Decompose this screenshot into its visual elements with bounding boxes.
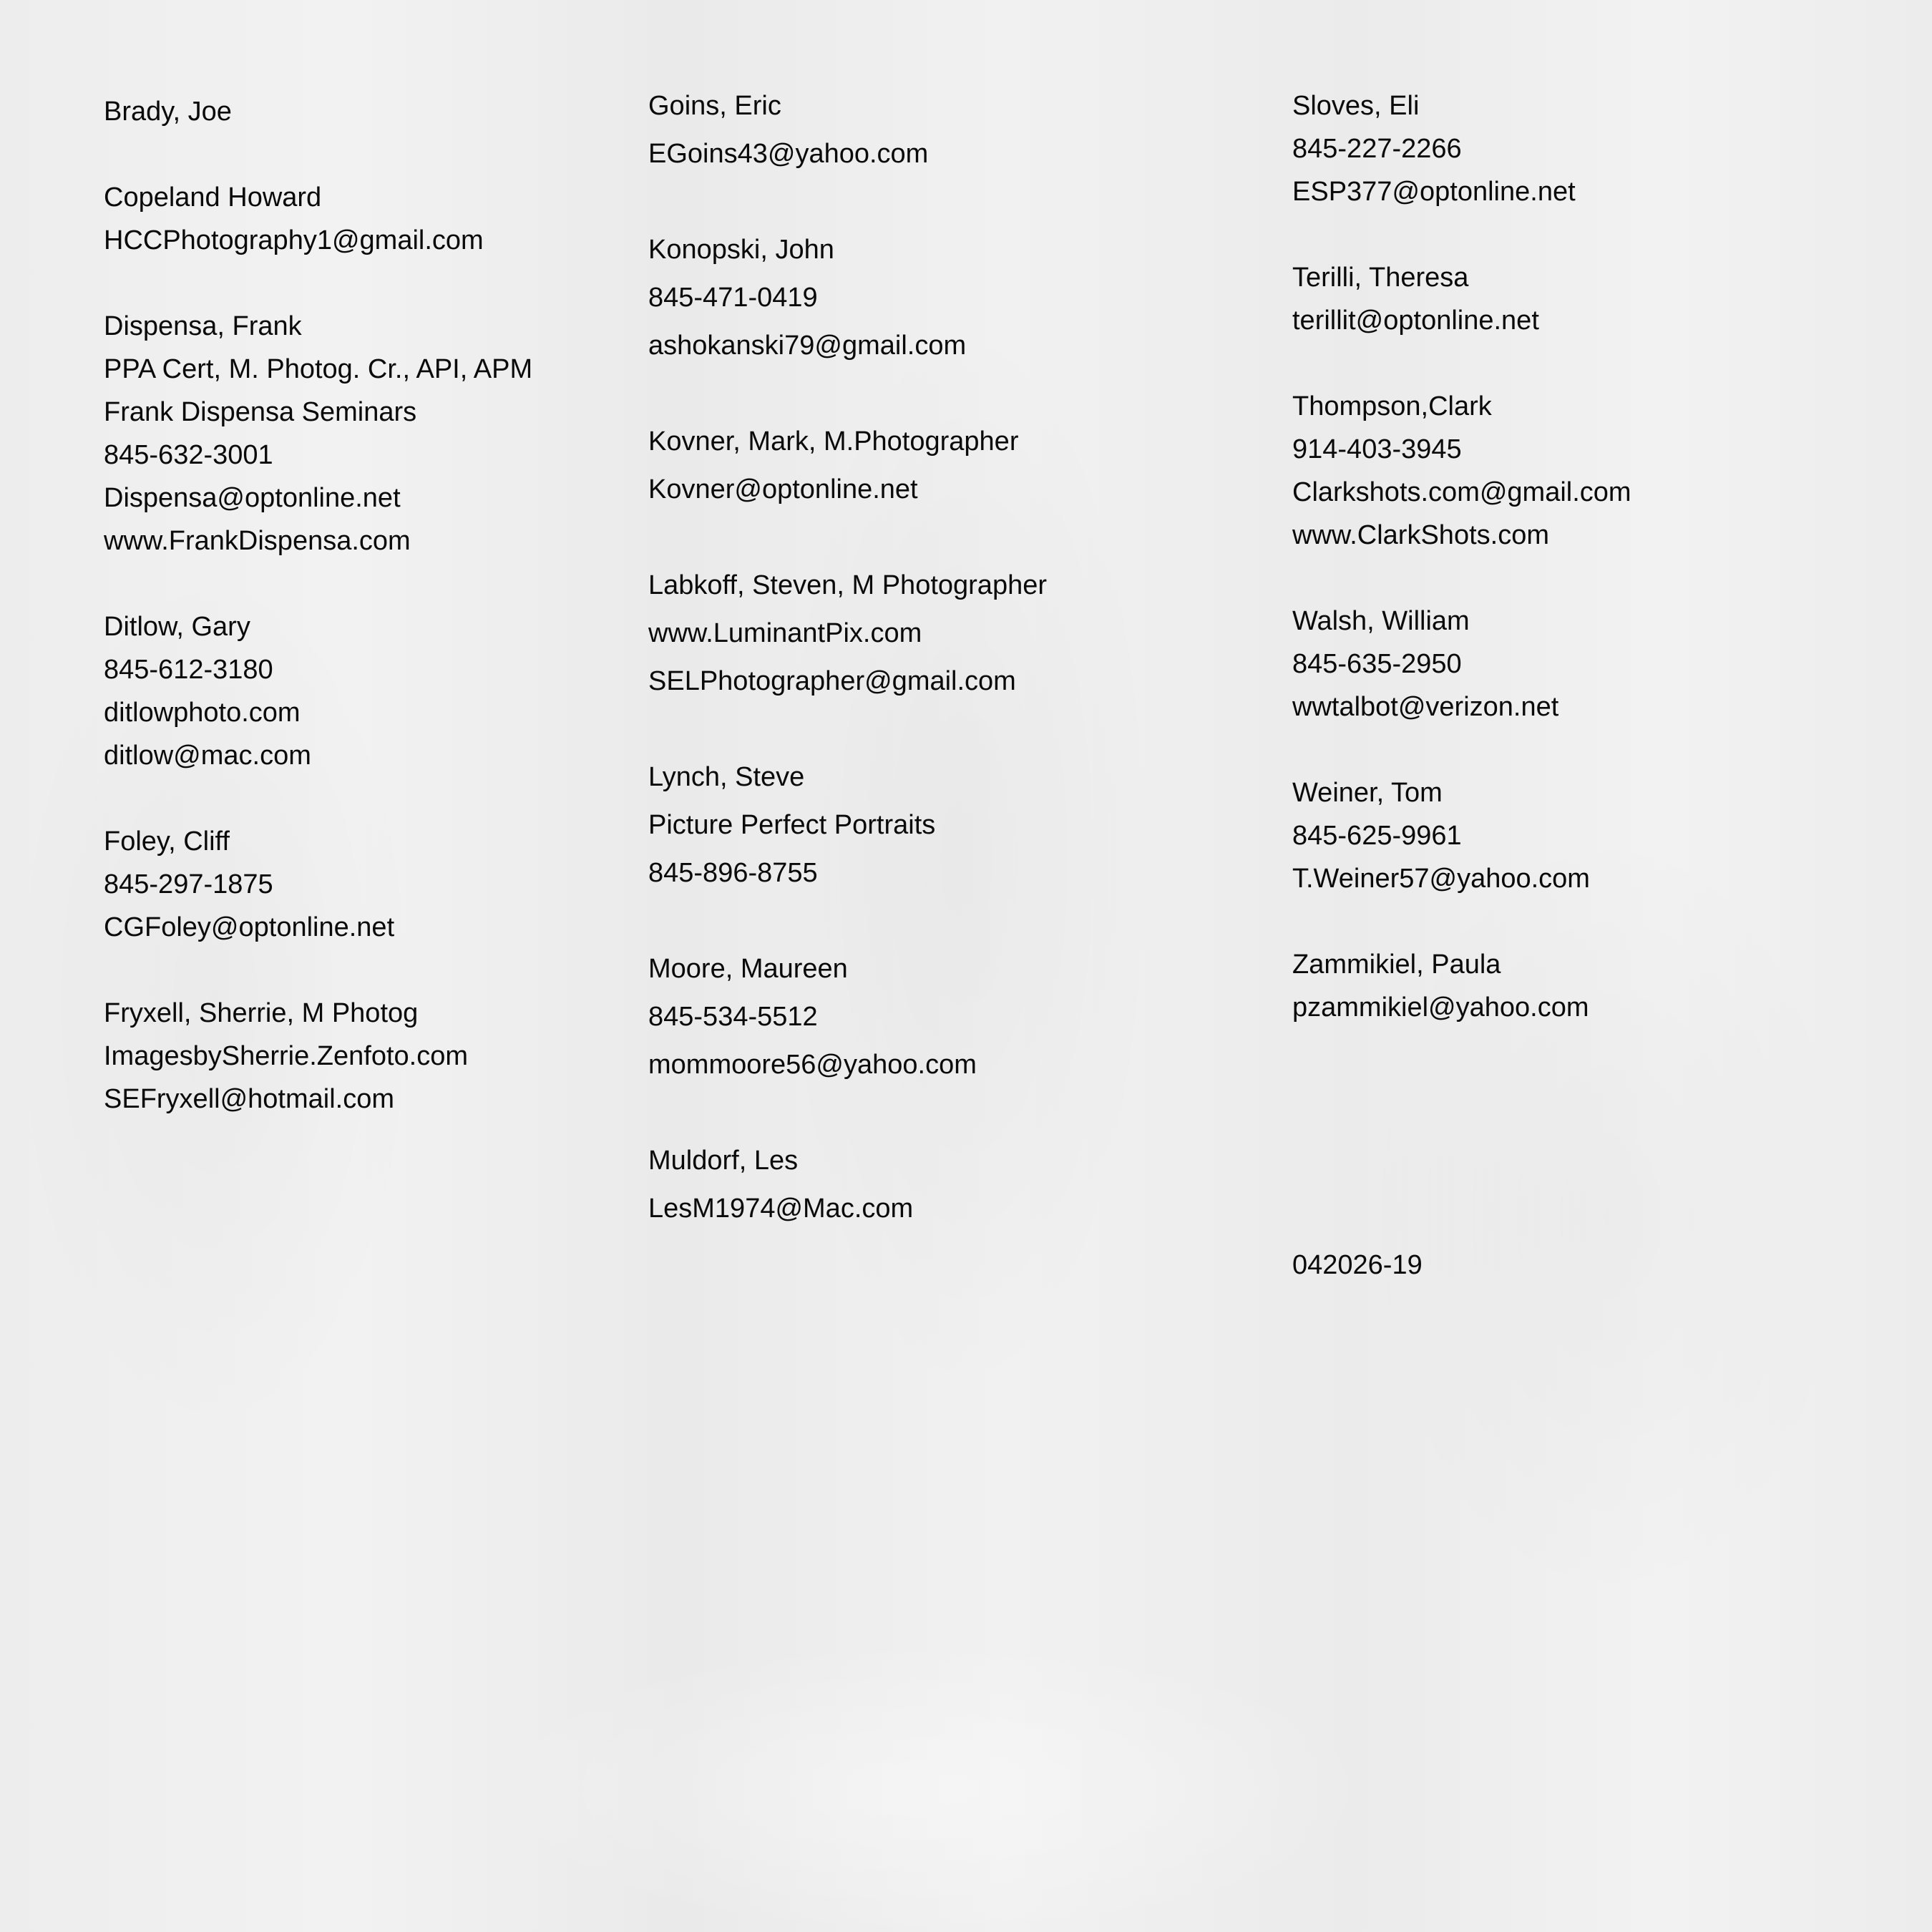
contact-name: Ditlow, Gary — [104, 612, 250, 642]
contact-detail: www.ClarkShots.com — [1292, 520, 1549, 550]
contact-entry — [648, 1137, 1047, 1233]
directory-column-3 — [1292, 84, 1631, 1072]
contact-detail: ImagesbySherrie.Zenfoto.com — [104, 1041, 469, 1071]
document-code: 042026-19 — [1292, 1250, 1423, 1280]
contact-detail: pzammikiel@yahoo.com — [1292, 992, 1589, 1023]
contact-detail: Kovner@optonline.net — [648, 474, 918, 504]
contact-entry — [104, 992, 532, 1121]
contact-entry — [1292, 385, 1631, 557]
contact-name: Weiner, Tom — [1292, 778, 1443, 808]
contact-name: Thompson,Clark — [1292, 391, 1492, 421]
contact-detail: SEFryxell@hotmail.com — [104, 1084, 394, 1114]
contact-detail: LesM1974@Mac.com — [648, 1194, 914, 1224]
contact-detail: 845-635-2950 — [1292, 649, 1462, 679]
contact-name: Terilli, Theresa — [1292, 263, 1469, 293]
contact-entry — [1292, 256, 1631, 342]
contact-detail: SELPhotographer@gmail.com — [648, 666, 1016, 696]
contact-detail: 845-612-3180 — [104, 655, 273, 685]
contact-detail: ditlowphoto.com — [104, 698, 301, 728]
contact-detail: HCCPhotography1@gmail.com — [104, 225, 484, 255]
contact-name: Zammikiel, Paula — [1292, 950, 1501, 980]
contact-entry — [648, 562, 1047, 706]
contact-detail: PPA Cert, M. Photog. Cr., API, APM — [104, 354, 533, 384]
contact-detail: 845-632-3001 — [104, 440, 273, 470]
contact-entry — [104, 820, 532, 949]
contact-detail: 845-896-8755 — [648, 858, 818, 888]
contact-name: Foley, Cliff — [104, 826, 230, 857]
contact-detail: ESP377@optonline.net — [1292, 177, 1576, 207]
contact-name: Goins, Eric — [648, 91, 781, 121]
contact-detail: T.Weiner57@yahoo.com — [1292, 864, 1590, 894]
contact-entry — [648, 753, 1047, 897]
contact-entry — [648, 226, 1047, 370]
contact-entry — [648, 82, 1047, 178]
contact-entry — [104, 305, 532, 562]
contact-detail: EGoins43@yahoo.com — [648, 139, 929, 169]
contact-name: Muldorf, Les — [648, 1146, 799, 1176]
contact-name: Konopski, John — [648, 235, 834, 265]
contact-entry — [1292, 771, 1631, 900]
contact-entry — [1292, 84, 1631, 213]
contact-detail: Dispensa@optonline.net — [104, 483, 401, 513]
contact-detail: CGFoley@optonline.net — [104, 912, 395, 942]
contact-detail: ashokanski79@gmail.com — [648, 331, 967, 361]
contact-detail: Frank Dispensa Seminars — [104, 397, 417, 427]
contact-detail: mommoore56@yahoo.com — [648, 1050, 977, 1080]
contact-entry — [104, 176, 532, 262]
contact-detail: 845-227-2266 — [1292, 134, 1462, 164]
contact-entry — [648, 945, 1047, 1089]
contact-detail: 845-534-5512 — [648, 1002, 818, 1032]
contact-detail: Picture Perfect Portraits — [648, 810, 936, 840]
contact-name: Kovner, Mark, M.Photographer — [648, 426, 1019, 457]
contact-entry — [104, 90, 532, 133]
contact-name: Sloves, Eli — [1292, 91, 1420, 121]
contact-name: Brady, Joe — [104, 97, 232, 127]
contact-entry — [648, 418, 1047, 514]
contact-detail: 914-403-3945 — [1292, 434, 1462, 464]
contact-name: Walsh, William — [1292, 606, 1470, 636]
directory-column-1 — [104, 90, 532, 1163]
contact-entry — [1292, 600, 1631, 728]
contact-detail: 845-625-9961 — [1292, 821, 1462, 851]
contact-name: Fryxell, Sherrie, M Photog — [104, 998, 419, 1028]
contact-name: Lynch, Steve — [648, 762, 805, 792]
contact-detail: 845-471-0419 — [648, 283, 818, 313]
directory-column-2 — [648, 82, 1047, 1281]
contact-name: Copeland Howard — [104, 182, 322, 213]
contact-detail: Clarkshots.com@gmail.com — [1292, 477, 1631, 507]
contact-detail: terillit@optonline.net — [1292, 306, 1539, 336]
contact-entry — [1292, 943, 1631, 1029]
contact-detail: ditlow@mac.com — [104, 741, 311, 771]
contact-entry — [104, 605, 532, 777]
contact-detail: www.FrankDispensa.com — [104, 526, 411, 556]
contact-detail: wwtalbot@verizon.net — [1292, 692, 1559, 722]
contact-detail: 845-297-1875 — [104, 869, 273, 899]
contact-name: Labkoff, Steven, M Photographer — [648, 570, 1047, 600]
contact-name: Moore, Maureen — [648, 954, 848, 984]
contact-detail: www.LuminantPix.com — [648, 618, 922, 648]
contact-name: Dispensa, Frank — [104, 311, 302, 341]
